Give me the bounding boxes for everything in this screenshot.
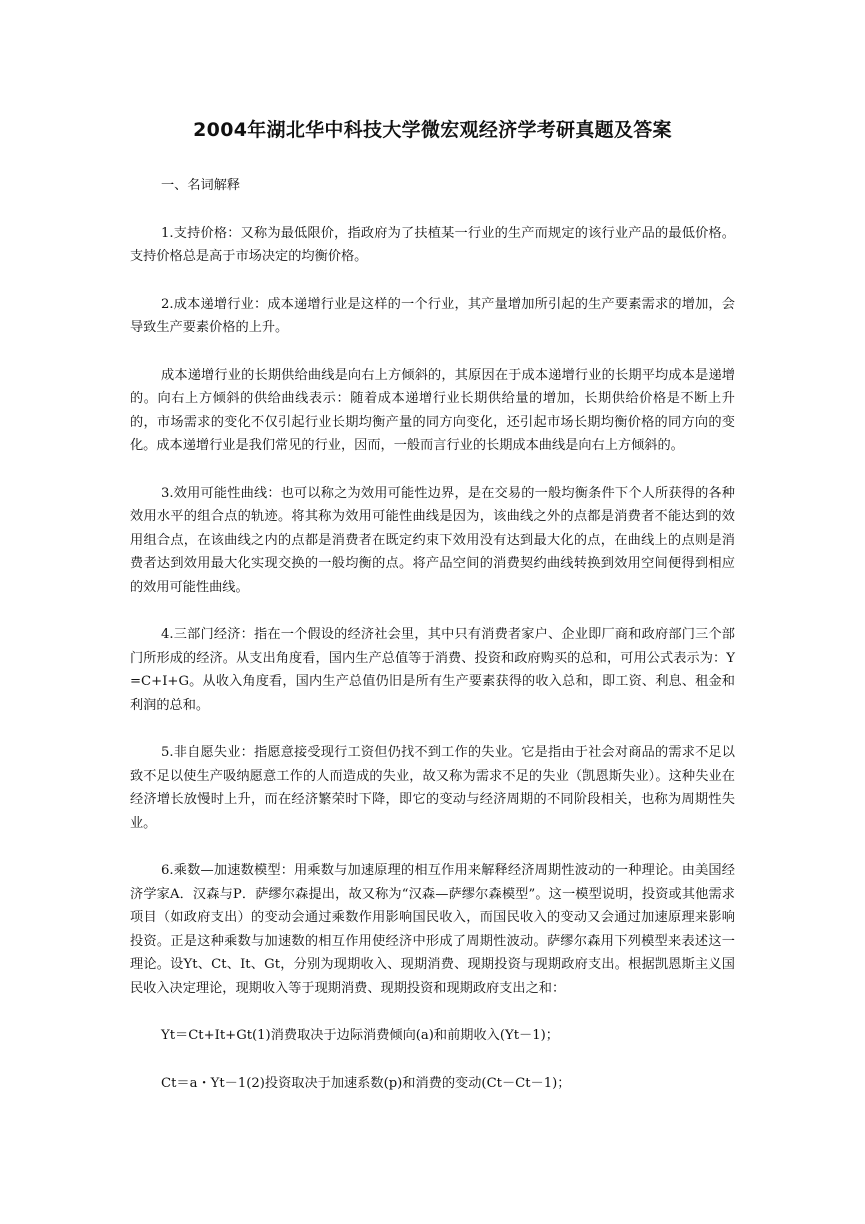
formula-income: Yt＝Ct+It+Gt(1)消费取决于边际消费倾向(a)和前期收入(Yt－1)； <box>161 1028 559 1043</box>
formula-consumption: Ct＝a・Yt－1(2)投资取决于加速系数(p)和消费的变动(Ct－Ct－1)； <box>161 1075 571 1091</box>
paragraph-support-price: 1.支持价格：又称为最低限价，指政府为了扶植某一行业的生产而规定的该行业产品的最低价格。支持价格总是高于市场决定的均衡价格。 <box>130 225 735 264</box>
paragraph-long-run-supply-curve: 成本递增行业的长期供给曲线是向右上方倾斜的，其原因在于成本递增行业的长期平均成本是递增的。向右上方倾斜的供给曲线表示：随着成本递增行业长期供给量的增加，长期供给价格是不断上升的，市场需求的变化不仅引起行业长期均衡产量的同方向变化，还引起市场长期均衡价格的同方向的变化。成本递增行业是我们常见的行业，因而，一般而言行业的长期成本曲线是向右上方倾斜的。 <box>130 367 735 453</box>
paragraph-increasing-cost-industry: 2.成本递增行业：成本递增行业是这样的一个行业，其产量增加所引起的生产要素需求的增加，会导致生产要素价格的上升。 <box>130 296 735 335</box>
paragraph-three-sector-economy: 4.三部门经济：指在一个假设的经济社会里，其中只有消费者家户、企业即厂商和政府部门三个部门所形成的经济。从支出角度看，国内生产总值等于消费、投资和政府购买的总和，可用公式表示为：Y=C+I+G。从收入角度看，国内生产总值仍旧是所有生产要素获得的收入总和，即工资、利息、租金和利润的总和。 <box>130 627 735 713</box>
paragraph-involuntary-unemployment: 5.非自愿失业：指愿意接受现行工资但仍找不到工作的失业。它是指由于社会对商品的需求不足以致不足以使生产吸纳愿意工作的人而造成的失业，故又称为需求不足的失业（凯恩斯失业）。这种失业在经济增长放慢时上升，而在经济繁荣时下降，即它的变动与经济周期的不同阶段相关，也称为周期性失业。 <box>130 745 735 831</box>
section-heading: 一、名词解释 <box>161 178 241 193</box>
document-body <box>130 174 735 1119</box>
paragraph-multiplier-accelerator: 6.乘数—加速数模型：用乘数与加速原理的相互作用来解释经济周期性波动的一种理论。由美国经济学家A．汉森与P．萨缪尔森提出，故又称为“汉森—萨缪尔森模型”。这一模型说明，投资或其他需求项目（如政府支出）的变动会通过乘数作用影响国民收入，而国民收入的变动又会通过加速原理来影响投资。正是这种乘数与加速数的相互作用使经济中形成了周期性波动。萨缪尔森用下列模型来表述这一理论。设Yt、Ct、It、Gt，分别为现期收入、现期消费、现期投资与现期政府支出。根据凯恩斯主义国民收入决定理论，现期收入等于现期消费、现期投资和现期政府支出之和： <box>130 863 735 996</box>
page-title: 2004年湖北华中科技大学微宏观经济学考研真题及答案 <box>193 119 672 141</box>
paragraph-utility-possibility-curve: 3.效用可能性曲线：也可以称之为效用可能性边界，是在交易的一般均衡条件下个人所获得的各种效用水平的组合点的轨迹。将其称为效用可能性曲线是因为，该曲线之外的点都是消费者不能达到的效用组合点，在该曲线之内的点都是消费者在既定约束下效用没有达到最大化的点，在曲线上的点则是消费者达到效用最大化实现交换的一般均衡的点。将产品空间的消费契约曲线转换到效用空间便得到相应的效用可能性曲线。 <box>130 485 735 595</box>
